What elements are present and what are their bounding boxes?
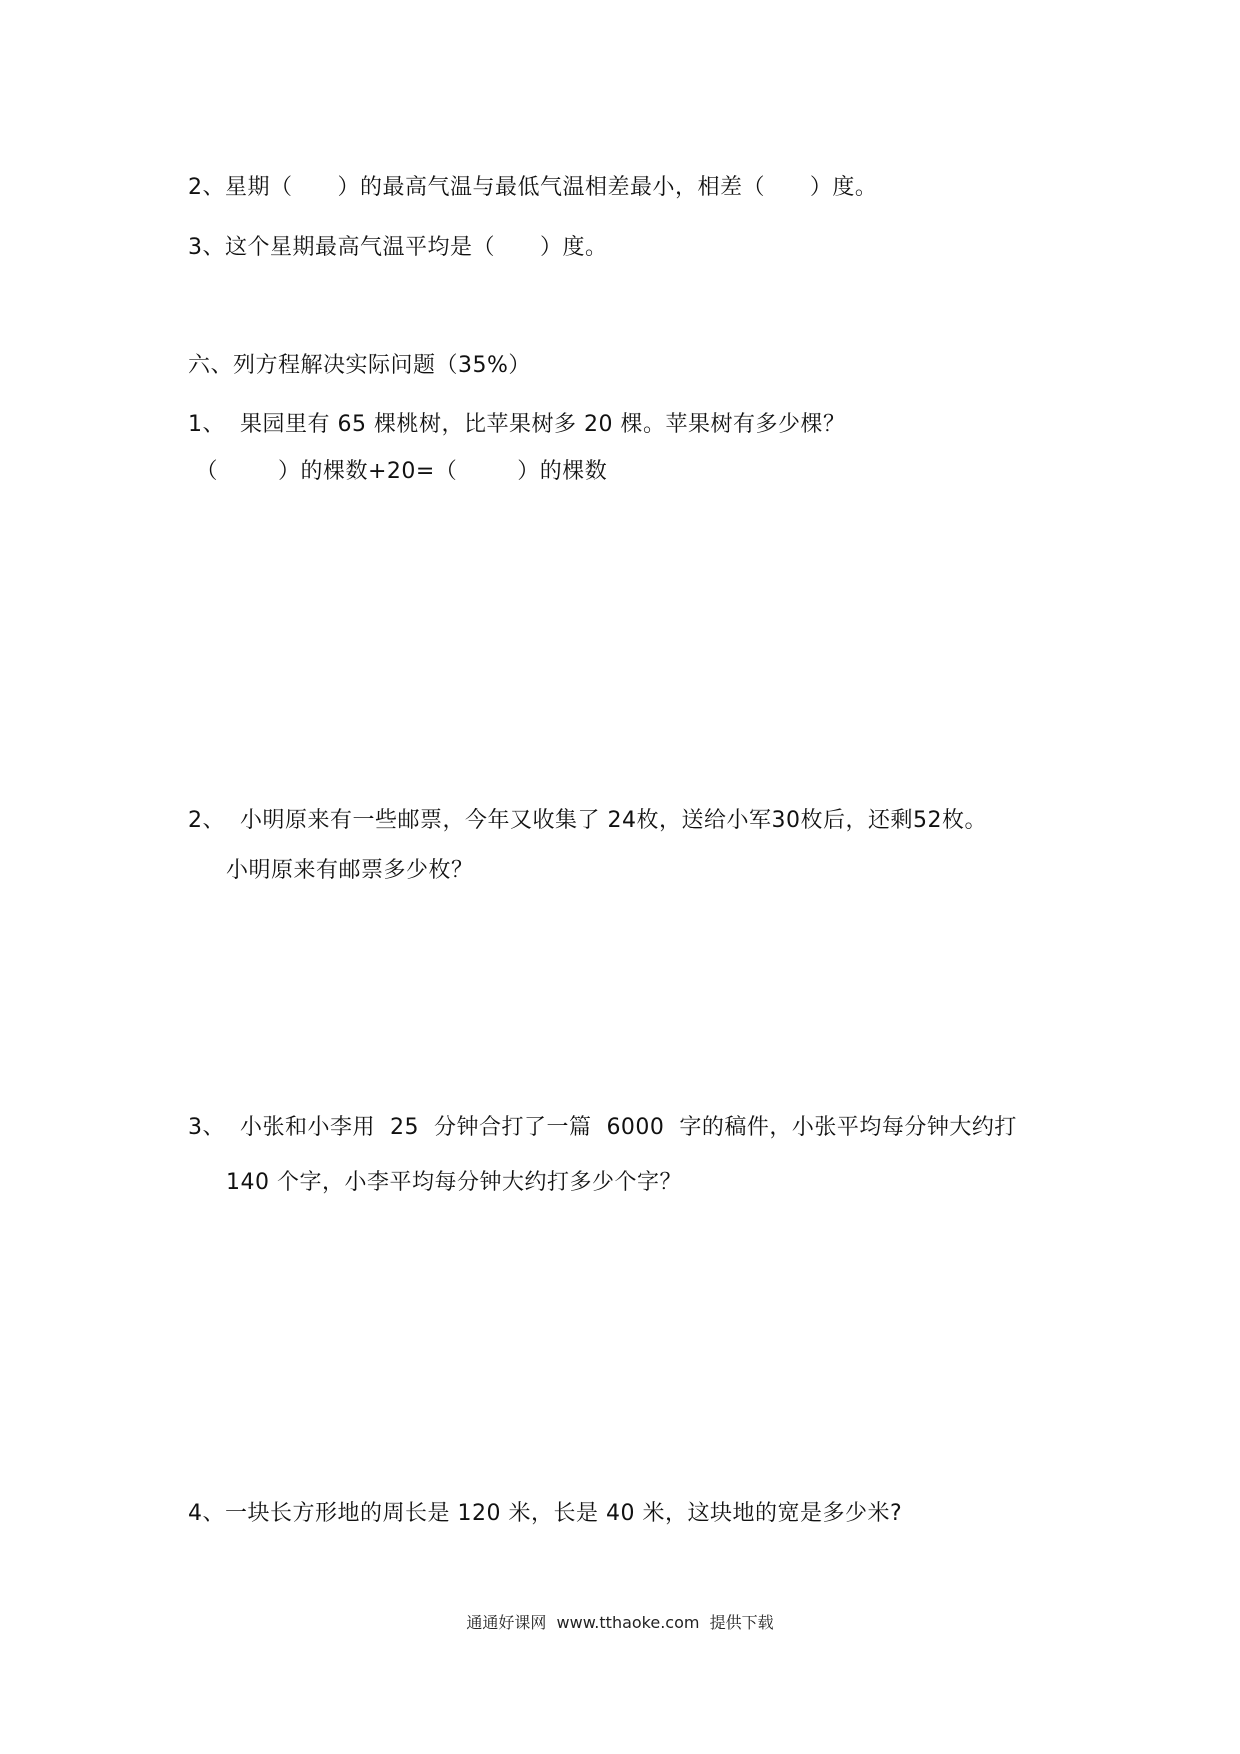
question-3-average-high: 3、这个星期最高气温平均是（ ）度。 — [188, 235, 608, 260]
problem-1-text: 1、 果园里有 65 棵桃树，比苹果树多 20 棵。苹果树有多少棵？ — [188, 412, 846, 437]
question-2-temperature-difference: 2、星期（ ）的最高气温与最低气温相差最小，相差（ ）度。 — [188, 175, 878, 200]
problem-2-text: 2、 小明原来有一些邮票，今年又收集了 24枚，送给小军30枚后，还剩52枚。 — [188, 808, 987, 833]
problem-2-question: 小明原来有邮票多少枚？ — [226, 858, 474, 883]
problem-1-equation-hint: （ ）的棵数+20=（ ）的棵数 — [188, 459, 608, 484]
footer-source-note: 通通好课网 www.tthaoke.com 提供下载 — [466, 1613, 774, 1632]
problem-4-text: 4、一块长方形地的周长是 120 米，长是 40 米，这块地的宽是多少米? — [188, 1501, 903, 1526]
section-6-heading: 六、列方程解决实际问题（35%） — [188, 353, 531, 378]
problem-3-text: 3、 小张和小李用 25 分钟合打了一篇 6000 字的稿件，小张平均每分钟大约打 — [188, 1115, 1017, 1140]
problem-3-question: 140 个字，小李平均每分钟大约打多少个字？ — [226, 1170, 682, 1195]
